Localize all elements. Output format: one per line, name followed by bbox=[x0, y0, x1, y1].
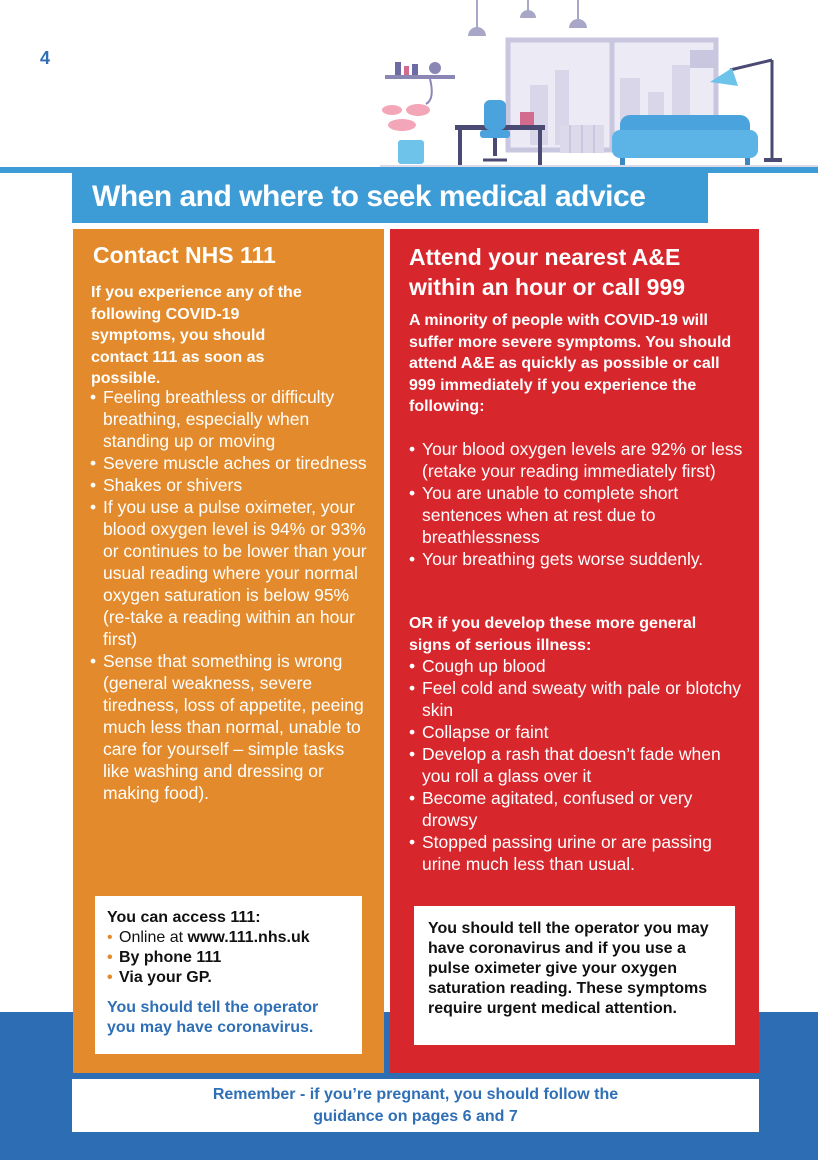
right-intro: A minority of people with COVID-19 will suffer more severe symptoms. You should attend A&E as quickly as possible or call 999 immediately if you experience the following: bbox=[409, 312, 732, 415]
attend-ae-panel bbox=[390, 229, 759, 1073]
list-item: • Via your GP. bbox=[107, 968, 350, 988]
right-illness-list bbox=[406, 655, 752, 875]
list-item: • Shakes or shivers bbox=[87, 474, 373, 496]
list-item: • Feeling breathless or difficulty breathing, especially when standing up or moving bbox=[87, 386, 373, 452]
list-item: • Collapse or faint bbox=[406, 721, 752, 743]
pendant-lamps bbox=[468, 0, 587, 36]
nhs-111-link[interactable]: www.111.nhs.uk bbox=[187, 929, 310, 946]
left-symptom-list bbox=[87, 386, 373, 804]
online-prefix: Online at bbox=[119, 929, 188, 946]
list-item: • Cough up blood bbox=[406, 655, 752, 677]
list-item: • By phone 111 bbox=[107, 948, 350, 968]
page-title: When and where to seek medical advice bbox=[72, 173, 708, 223]
list-item: • Develop a rash that doesn’t fade when you roll a glass over it bbox=[406, 743, 752, 787]
access-111-heading: You can access 111: bbox=[107, 909, 261, 926]
list-item: • Your blood oxygen levels are 92% or less (retake your reading immediately first) bbox=[406, 438, 752, 482]
list-item: • Severe muscle aches or tiredness bbox=[87, 452, 373, 474]
right-title: Attend your nearest A&E within an hour or call 999 bbox=[409, 244, 686, 300]
list-item bbox=[107, 928, 350, 948]
left-operator-note: You should tell the operator you may have coronavirus. bbox=[107, 999, 319, 1036]
list-item: • Stopped passing urine or are passing urine much less than usual. bbox=[406, 831, 752, 875]
access-111-box bbox=[95, 896, 362, 1054]
list-item: • If you use a pulse oximeter, your blood oxygen level is 94% or 93% or continues to be lower than your usual reading where your normal oxygen saturation is below 95% (re-take a reading within an hour first) bbox=[87, 496, 373, 650]
or-heading: OR if you develop these more general signs of serious illness: bbox=[409, 615, 697, 654]
list-item: • Become agitated, confused or very drowsy bbox=[406, 787, 752, 831]
access-111-list bbox=[107, 928, 350, 988]
living-room-illustration bbox=[380, 0, 818, 168]
sofa bbox=[612, 115, 758, 166]
remember-text: Remember - if you’re pregnant, you should follow the guidance on pages 6 and 7 bbox=[212, 1086, 619, 1125]
shelf bbox=[385, 62, 455, 104]
radiator bbox=[560, 125, 604, 153]
list-item: • Sense that something is wrong (general weakness, severe tiredness, loss of appetite, peeing much less than normal, unable to care for yourself – simple tasks like washing and dressing or making food). bbox=[87, 650, 373, 804]
contact-nhs-111-panel bbox=[73, 229, 384, 1073]
list-item: • You are unable to complete short sentences when at rest due to breathlessness bbox=[406, 482, 752, 548]
left-title: Contact NHS 111 bbox=[93, 242, 276, 268]
page-number: 4 bbox=[40, 48, 51, 68]
left-intro: If you experience any of the following COVID-19 symptoms, you should contact 111 as soon as possible. bbox=[91, 284, 302, 387]
right-symptom-list bbox=[406, 438, 752, 570]
remember-note bbox=[72, 1079, 759, 1132]
plant bbox=[382, 104, 430, 164]
urgent-operator-box: You should tell the operator you may have coronavirus and if you use a pulse oximeter give your oxygen saturation reading. These symptoms require urgent medical attention. bbox=[414, 906, 735, 1045]
list-item: • Feel cold and sweaty with pale or blotchy skin bbox=[406, 677, 752, 721]
list-item: • Your breathing gets worse suddenly. bbox=[406, 548, 752, 570]
